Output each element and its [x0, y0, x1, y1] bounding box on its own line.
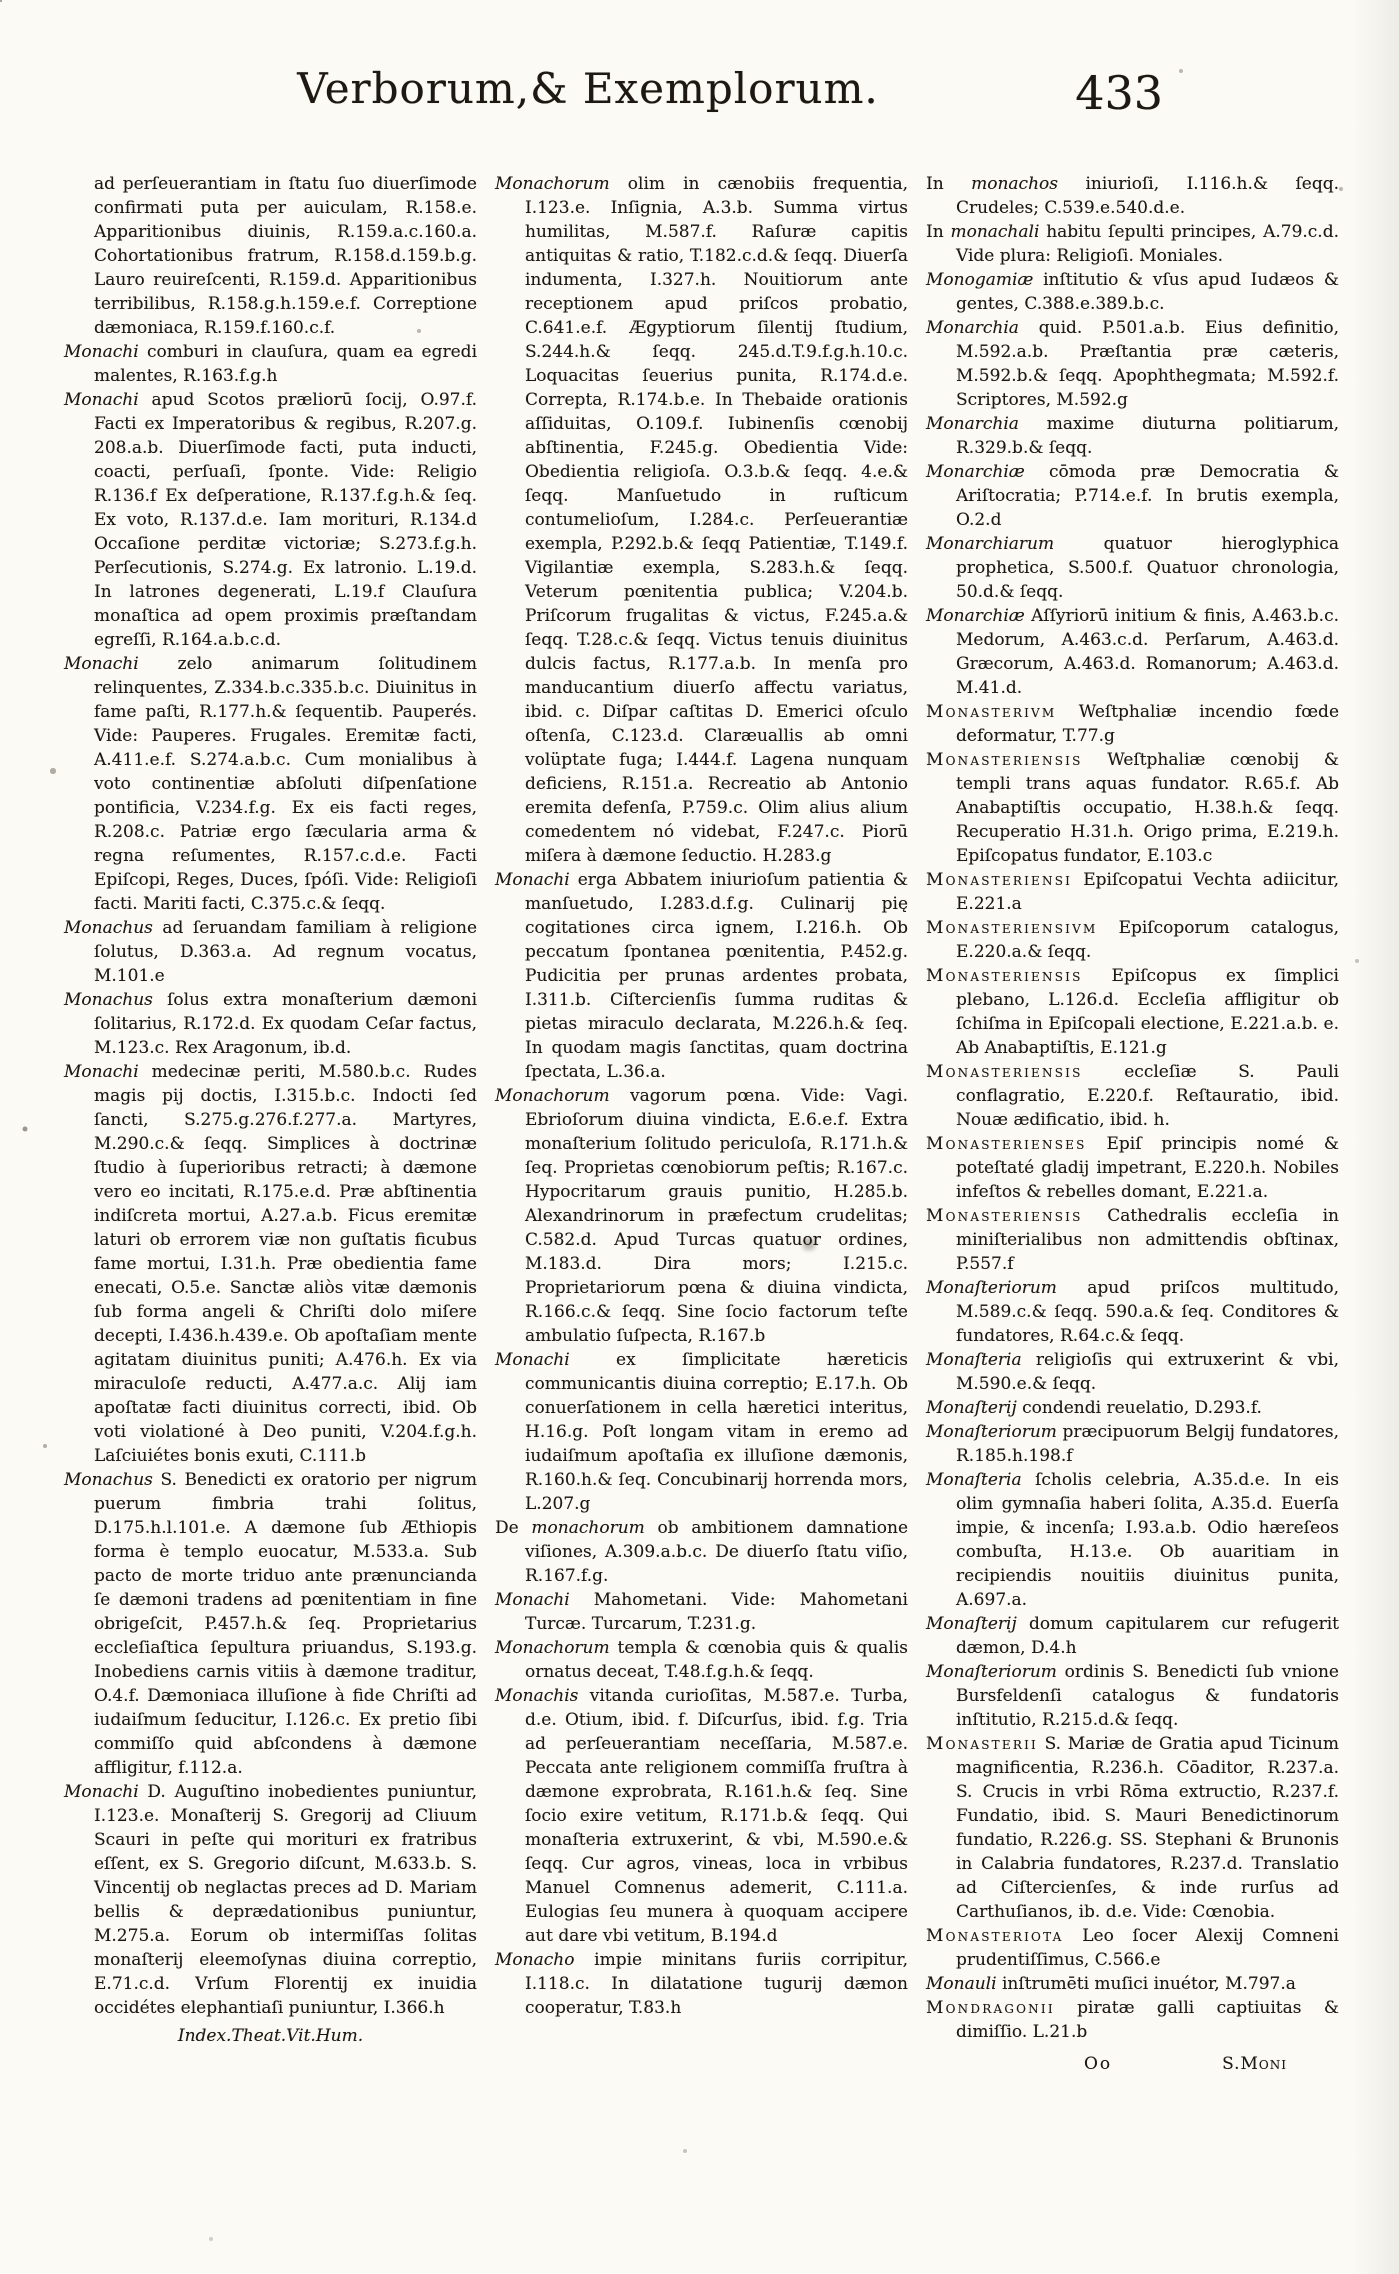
entry-keyword: Monachi: [495, 870, 570, 890]
entry-keyword: Monogamiæ: [926, 270, 1034, 290]
index-entry: [926, 1468, 1339, 1612]
index-entry: [926, 1660, 1339, 1732]
entry-text: ad ſeruandam familiam à religione ſolutus, D.363.a. Ad regnum vocatus, M.101.e: [94, 918, 478, 986]
index-entry: [495, 1084, 908, 1348]
entry-text: D. Auguſtino inobedientes puniuntur, I.123.e. Monaſterij S. Gregorij ad Cliuum Scauri in peſte qui morituri ex fratribus eſſent, ex S. Gregorio diſcunt, M.633.b. S. Vincentij ob neglactas preces ad D. Mariam bellis & deprædationibus puniuntur, M.275.a. Eorum ob intermiſſas ſolitas monaſterij eleemoſynas diuina correptio, E.71.c.d. Vrſum Florentij ex inuidia occidétes elephantiaſi puniuntur, I.366.h: [94, 1782, 477, 2018]
entry-text: vagorum pœna. Vide: Vagi. Ebrioſorum diuina vindicta, E.6.e.f. Extra monaſterium ſolitudo periculoſa, R.171.h.& ſeq. Proprietas cœnobiorum peſtis; R.167.c. Hypocritarum grauis punitio, H.285.b. Alexandrinorum in præfectum crudelitas; C.582.d. Apud Turcas quatuor ordines, M.183.d. Dira mors; I.215.c. Proprietariorum pœna & diuina vindicta, R.166.c.& ſeqq. Sine ſocio factorum teſte ambulatio ſuſpecta, R.167.b: [525, 1086, 909, 1346]
entry-text: Epiſcopus ex ſimplici plebano, L.126.d. Eccleſia affligitur ob ſchiſma in Epiſcopali electione, E.221.a.b. e. Ab Anabaptiſtis, E.121.g: [956, 966, 1339, 1058]
entry-text: quatuor hieroglyphica prophetica, S.500.f. Quatuor chronologia, 50.d.& ſeqq.: [956, 534, 1340, 602]
index-entry: [495, 1636, 908, 1684]
entry-text: S. Benedicti ex oratorio per nigrum puerum fimbria trahi ſolitus, D.175.h.l.101.e. A dæmone ſub Æthiopis forma è templo euocatur, M.533.a. Sub pacto de morte triduo ante prænuncianda ſe dæmoni tradens ad pœnitentiam in fine obrigeſcit, P.457.h.& ſeq. Proprietarius eccleſiaſtica ſepultura priuandus, S.193.g. Inobediens carnis vitiis à dæmone traditur, O.4.f. Dæmoniaca illuſione à fide Chriſti ad iudaiſmum ſeducitur, I.126.c. Ex pretio ſibi commiſſo quid abſcondens à dæmone affligitur, f.112.a.: [94, 1470, 477, 1778]
index-entry: [64, 1468, 477, 1780]
entry-keyword: Monasterienses: [926, 1134, 1087, 1154]
entry-keyword: Monachi: [64, 654, 139, 674]
index-entry: [926, 748, 1339, 868]
entry-keyword: Monasteriensis: [926, 1206, 1083, 1226]
index-entry: [926, 1132, 1339, 1204]
entry-text: olim in cænobiis frequentia, I.123.e. Inſignia, A.3.b. Summa virtus humilitas, M.587.f. Raſuræ capitis antiquitas & ratio, T.182.c.d.& ſeqq. Diuerſa indumenta, I.327.h. Nouitiorum ante receptionem apud priſcos probatio, C.641.e.f. Ægyptiorum ſilentij ſtudium, S.244.h.& ſeqq. 245.d.T.9.f.g.h.10.c. Loquacitas ſeuerius punita, R.174.d.e. Correpta, R.174.b.e. In Thebaide orationis aſſiduitas, O.109.f. Iubinenſis cœnobij abſtinentia, F.245.g. Obedientia Vide: Obedientia religioſa. O.3.b.& ſeqq. 4.e.& ſeqq. Manſuetudo in ruſticum contumelioſum, I.284.c. Perſeuerantiæ exempla, P.292.b.& ſeqq Patientiæ, T.149.f. Vigilantiæ exempla, S.283.h.& ſeqq. Veterum pœnitentia publica; V.204.b. Priſcorum frugalitas & victus, F.245.a.& ſeqq. T.28.c.& ſeqq. Victus tenuis diuinitus dulcis factus, R.177.a.b. In menſa pro manducantium diuerſo affectu variatus, ibid. c. Diſpar caſtitas D. Emerici oſculo oſtenſa, C.123.d. Claræuallis ab omni volüptate fuga; I.444.f. Lagena nunquam deficiens, R.151.a. Recreatio ab Antonio eremita defenſa, P.759.c. Olim alius alium comedentem nó videbat, F.247.c. Piorū miſera à dæmone ſeductio. H.283.g: [525, 174, 909, 866]
entry-keyword: Monaſteriorum: [926, 1278, 1057, 1298]
entry-keyword: Monaſterij: [926, 1398, 1017, 1418]
entry-text: Epiſcopatui Vechta adiicitur, E.221.a: [956, 870, 1340, 914]
entry-text: comburi in clauſura, quam ea egredi malentes, R.163.f.g.h: [94, 342, 478, 386]
entry-keyword: Monachorum: [495, 174, 610, 194]
entry-text: piratæ galli captiuitas & dimiſſio. L.21.b: [956, 1998, 1339, 2042]
entry-keyword: monachorum: [531, 1518, 645, 1538]
entry-keyword: Monacho: [495, 1950, 575, 1970]
index-entry: [926, 460, 1339, 532]
entry-keyword: Monaſteria: [926, 1350, 1022, 1370]
entry-keyword-prefix: De: [495, 1518, 532, 1538]
index-entry: [926, 1924, 1339, 1972]
entry-text: Epiſ principis nomé & poteſtaté gladij impetrant, E.220.h. Nobiles infeſtos & rebelles domant, E.221.a.: [956, 1134, 1340, 1202]
entry-text: ſcholis celebria, A.35.d.e. In eis olim gymnaſia haberi ſolita, A.35.d. Euerſa impie, & incenſa; I.93.a.b. Odio hæreſeos combuſta, H.13.e. Ob auaritiam in recipiendis nouitiis diuinitus punita, A.697.a.: [956, 1470, 1339, 1610]
entry-keyword: Monasterii: [926, 1734, 1039, 1754]
entry-keyword: Monachus: [64, 990, 153, 1010]
entry-text: zelo animarum ſolitudinem relinquentes, Z.334.b.c.335.b.c. Diuinitus in fame paſti, R.177.h.& ſequentib. Pauperés. Vide: Pauperes. Frugales. Eremitæ facti, A.411.e.f. S.274.a.b.c. Cum monialibus à voto continentiæ abſoluti diſpenſatione pontificia, V.234.f.g. Ex eis facti reges, R.208.c. Patriæ ergo ſæcularia arma & regna reſumentes, R.157.c.d.e. Facti Epiſcopi, Reges, Duces, ſpóſi. Vide: Religioſi facti. Mariti facti, C.375.c.& ſeqq.: [94, 654, 477, 914]
index-entry: [926, 964, 1339, 1060]
entry-keyword: Monaſterij: [926, 1614, 1017, 1634]
index-entry: [495, 1516, 908, 1588]
entry-keyword: Monarchia: [926, 318, 1019, 338]
index-entry: [926, 316, 1339, 412]
index-entry: [64, 172, 477, 340]
entry-keyword: monachos: [971, 174, 1058, 194]
entry-keyword: Monachus: [64, 1470, 153, 1490]
running-title: Verborum,& Exemplorum.: [297, 64, 879, 113]
page-header: [0, 64, 1399, 134]
entry-text: condendi reuelatio, D.293.f.: [1022, 1398, 1262, 1418]
entry-keyword: Mondragonii: [926, 1998, 1055, 2018]
entry-text: inſtitutio & vſus apud Iudæos & gentes, C.388.e.389.b.c.: [956, 270, 1339, 314]
entry-keyword: Monarchiarum: [926, 534, 1055, 554]
entry-text: Epiſcoporum catalogus, E.220.a.& ſeqq.: [956, 918, 1339, 962]
entry-text: ad perſeuerantiam in ſtatu ſuo diuerſimode confirmati puta per auiculam, R.158.e. Apparitionibus diuinis, R.159.a.c.160.a. Cohortationibus fratrum, R.158.d.159.b.g. Lauro reuireſcenti, R.159.d. Apparitionibus terribilibus, R.158.g.h.159.e.f. Correptione dæmoniaca, R.159.f.160.c.f.: [94, 174, 477, 338]
entry-text: ordinis S. Benedicti ſub vnione Bursfeldenſi catalogus & fundatoris inſtitutio, R.215.d.& ſeqq.: [956, 1662, 1339, 1730]
index-column-right: [926, 172, 1339, 2076]
index-entry: [64, 916, 477, 988]
index-entry: [926, 532, 1339, 604]
index-column-middle: [495, 172, 908, 2076]
index-entry: [926, 1348, 1339, 1396]
entry-text: ob ambitionem damnatione viſiones, A.309.a.b.c. De diuerſo ſtatu viſio, R.167.f.g.: [525, 1518, 908, 1586]
entry-keyword: Monachi: [64, 342, 139, 362]
index-entry: [64, 652, 477, 916]
entry-keyword: Monarchiæ: [926, 606, 1025, 626]
index-entry: [495, 1348, 908, 1516]
index-entry: [64, 1780, 477, 2020]
entry-keyword: Monaſteriorum: [926, 1662, 1057, 1682]
index-entry: [926, 1972, 1339, 1996]
index-entry: [495, 172, 908, 868]
entry-text: iniurioſi, I.116.h.& ſeqq. Crudeles; C.539.e.540.d.e.: [956, 174, 1339, 218]
entry-keyword: Monasteriensis: [926, 966, 1083, 986]
entry-text: vitanda curioſitas, M.587.e. Turba, d.e. Otium, ibid. f. Diſcurſus, ibid. f.g. Tria ad perſeuerantiam neceſſaria, M.587.e. Peccata ante religionem commiſſa fruſtra à dæmone exprobrata, R.161.h.& ſeq. Sine ſocio exire vetitum, R.171.b.& ſeqq. Qui monaſteria extruxerint, & vbi, M.590.e.& ſeqq. Cur agros, vineas, loca in vrbibus Manuel Comnenus ademerit, C.111.a. Eulogias ſeu munera à quoquam accipere aut dare vbi vetitum, B.194.d: [525, 1686, 908, 1946]
index-entry: [926, 412, 1339, 460]
entry-text: Weſtphaliæ incendio fœde deformatur, T.77.g: [956, 702, 1340, 746]
index-entry: [926, 1612, 1339, 1660]
catchword: S.Moni: [1222, 2054, 1287, 2074]
index-entry: [64, 388, 477, 652]
index-entry: [926, 1204, 1339, 1276]
index-entry: [495, 1588, 908, 1636]
entry-text: ſolus extra monaſterium dæmoni ſolitarius, R.172.d. Ex quodam Ceſar factus, M.123.c. Rex Aragonum, ib.d.: [94, 990, 478, 1058]
entry-keyword: Monachi: [64, 1062, 139, 1082]
index-entry: [926, 1060, 1339, 1132]
entry-text: domum capitularem cur refugerit dæmon, D.4.h: [956, 1614, 1340, 1658]
index-column-left: [64, 172, 477, 2076]
index-entry: [64, 1060, 477, 1468]
entry-keyword: Monachi: [64, 1782, 139, 1802]
entry-keyword: Monasteriensis: [926, 1062, 1083, 1082]
entry-text: Leo ſocer Alexij Comneni prudentiſſimus, C.566.e: [956, 1926, 1339, 1970]
entry-keyword-prefix: In: [926, 174, 972, 194]
entry-keyword-prefix: In: [926, 222, 951, 242]
entry-text: apud priſcos multitudo, M.589.c.& ſeqq. 590.a.& ſeq. Conditores & fundatores, R.64.c.& ſeqq.: [956, 1278, 1340, 1346]
entry-keyword: Monaſteriorum: [926, 1422, 1057, 1442]
entry-keyword: Monachus: [64, 918, 153, 938]
entry-keyword: Monachorum: [495, 1638, 610, 1658]
index-entry: [926, 220, 1339, 268]
entry-keyword: Monasterivm: [926, 702, 1057, 722]
entry-keyword: Monaſteria: [926, 1470, 1022, 1490]
index-entry: [495, 1684, 908, 1948]
entry-keyword: Monachorum: [495, 1086, 610, 1106]
index-entry: [926, 700, 1339, 748]
entry-keyword: Monarchiæ: [926, 462, 1025, 482]
index-entry: [926, 1420, 1339, 1468]
index-entry: [64, 340, 477, 388]
entry-text: S. Mariæ de Gratia apud Ticinum magnificentia, R.236.h. Cōaditor, R.237.a. S. Crucis in vrbi Rōma extructio, R.237.f. Fundatio, ibid. S. Mauri Benedictinorum fundatio, R.226.g. SS. Stephani & Brunonis in Calabria fundatores, R.237.d. Translatio ad Ciſtercienſes, & inde rurſus ad Carthuſianos, ib. d.e. Vide: Cœnobia.: [956, 1734, 1340, 1922]
entry-text: templa & cœnobia quis & qualis ornatus deceat, T.48.f.g.h.& ſeqq.: [525, 1638, 909, 1682]
entry-text: cōmoda præ Democratia & Ariſtocratia; P.714.e.f. In brutis exempla, O.2.d: [956, 462, 1340, 530]
entry-text: maxime diuturna politiarum, R.329.b.& ſeqq.: [956, 414, 1339, 458]
index-entry: [64, 988, 477, 1060]
entry-keyword: monachali: [950, 222, 1040, 242]
index-title-footnote: Index.Theat.Vit.Hum.: [177, 2026, 364, 2046]
entry-keyword: Monachis: [495, 1686, 579, 1706]
signature-row: [926, 2044, 1339, 2076]
entry-text: apud Scotos præliorū ſocij, O.97.f. Facti ex Imperatoribus & regibus, R.207.g. 208.a.b. Diuerſimode facti, puta inducti, coacti, perſuaſi, ſponte. Vide: Religio R.136.f Ex deſperatione, R.137.f.g.h.& ſeq. Ex voto, R.137.d.e. Iam morituri, R.134.d Occaſione perditæ victoriæ; S.273.f.g.h. Perſecutionis, S.274.g. Ex latronio. L.19.d. In latrones degenerati, L.19.f Clauſura monaſtica ad opem proximis præſtandam egreſſi, R.164.a.b.c.d.: [94, 390, 477, 650]
entry-keyword: Monachi: [64, 390, 139, 410]
entry-text: quid. P.501.a.b. Eius definitio, M.592.a.b. Præſtantia præ cæteris, M.592.b.& ſeqq. Apophthegmata; M.592.f. Scriptores, M.592.g: [956, 318, 1339, 410]
index-entry: [926, 1732, 1339, 1924]
gathering-signature: Oo: [1084, 2054, 1113, 2074]
index-entry: [926, 172, 1339, 220]
entry-keyword: Monauli: [926, 1974, 997, 1994]
entry-text: ex ſimplicitate hæreticis communicantis diuina correptio; E.17.h. Ob conuerſationem in cella hæretici interitus, H.16.g. Poſt longam vitam in eremo ad iudaiſmum apoſtaſia ex illuſione dæmonis, R.160.h.& ſeq. Concubinarij horrenda mors, L.207.g: [525, 1350, 908, 1514]
entry-keyword: Monasteriensis: [926, 750, 1083, 770]
entry-text: habitu ſepulti principes, A.79.c.d. Vide plura: Religioſi. Moniales.: [956, 222, 1339, 266]
index-entry: [926, 916, 1339, 964]
index-entry: [926, 268, 1339, 316]
entry-text: præcipuorum Belgij fundatores, R.185.h.198.f: [956, 1422, 1340, 1466]
entry-text: religioſis qui extruxerint & vbi, M.590.e.& ſeqq.: [956, 1350, 1339, 1394]
entry-text: Aſſyriorū initium & finis, A.463.b.c. Medorum, A.463.c.d. Perſarum, A.463.d. Græcorum, A.463.d. Romanorum; A.463.d. M.41.d.: [956, 606, 1339, 698]
ink-specks: [0, 0, 2, 2]
page-number: 433: [1075, 66, 1163, 120]
entry-text: medecinæ periti, M.580.b.c. Rudes magis pij doctis, I.315.b.c. Indocti ſed ſancti, S.275.g.276.f.277.a. Martyres, M.290.c.& ſeqq. Simplices à doctrinæ ſtudio à ſuperioribus retracti; à dæmone vero eo incitati, R.175.e.d. Præ abſtinentia indiſcreta mortui, A.27.a.b. Ficus eremitæ laturi ob errorem viæ non guſtatis ficubus fame mortui, I.31.h. Præ obedientia fame enecati, O.5.e. Sanctæ aliòs vitæ dæmonis ſub forma angeli & Chriſti dolo miſere decepti, I.436.h.439.e. Ob apoſtaſiam mente agitatam diuinitus puniti; A.476.h. Ex via miraculoſe reducti, A.477.a.c. Alij iam apoſtatæ facti diuinitus correcti, ibid. Ob voti violationé à Deo puniti, V.204.f.g.h. Laſciuiétes bonis exuti, C.111.b: [94, 1062, 477, 1466]
entry-text: erga Abbatem iniurioſum patientia & manſuetudo, I.283.d.f.g. Culinarij pię cogitationes circa ignem, I.216.h. Ob peccatum ſpontanea pœnitentia, P.452.g. Pudicitia per prunas ardentes probata, I.311.b. Ciſtercienſis ſumma ruditas & pietas miraculo declarata, M.226.h.& ſeq. In quodam magis ſanctitas, quam doctrina ſpectata, L.36.a.: [525, 870, 908, 1082]
entry-text: Weſtphaliæ cœnobij & templi trans aquas fundator. R.65.f. Ab Anabaptiſtis occupatio, H.38.h.& ſeqq. Recuperatio H.31.h. Origo prima, E.219.h. Epiſcopatus fundator, E.103.c: [956, 750, 1339, 866]
index-entry: [926, 604, 1339, 700]
index-entry: [495, 868, 908, 1084]
index-entry: [495, 1948, 908, 2020]
entry-text: eccleſiæ S. Pauli conflagratio, E.220.f. Reſtauratio, ibid. Nouæ ædificatio, ibid. h.: [956, 1062, 1339, 1130]
entry-text: Mahometani. Vide: Mahometani Turcæ. Turcarum, T.231.g.: [525, 1590, 908, 1634]
entry-keyword: Monarchia: [926, 414, 1019, 434]
index-entry: [926, 1996, 1339, 2044]
index-entry: [926, 868, 1339, 916]
index-entry: [926, 1276, 1339, 1348]
entry-keyword: Monachi: [495, 1350, 570, 1370]
entry-keyword: Monachi: [495, 1590, 570, 1610]
index-entry: [926, 1396, 1339, 1420]
index-columns: [64, 172, 1339, 2076]
entry-keyword: Monasteriensivm: [926, 918, 1098, 938]
entry-keyword: Monasteriensi: [926, 870, 1073, 890]
entry-text: inſtrumēti muſici inuétor, M.797.a: [1001, 1974, 1296, 1994]
entry-keyword: Monasteriota: [926, 1926, 1064, 1946]
entry-text: impie minitans furiis corripitur, I.118.c. In dilatatione tugurij dæmon cooperatur, T.83.h: [525, 1950, 908, 2018]
entry-text: Cathedralis eccleſia in miniſterialibus non admittendis obſtinax, P.557.f: [956, 1206, 1339, 1274]
